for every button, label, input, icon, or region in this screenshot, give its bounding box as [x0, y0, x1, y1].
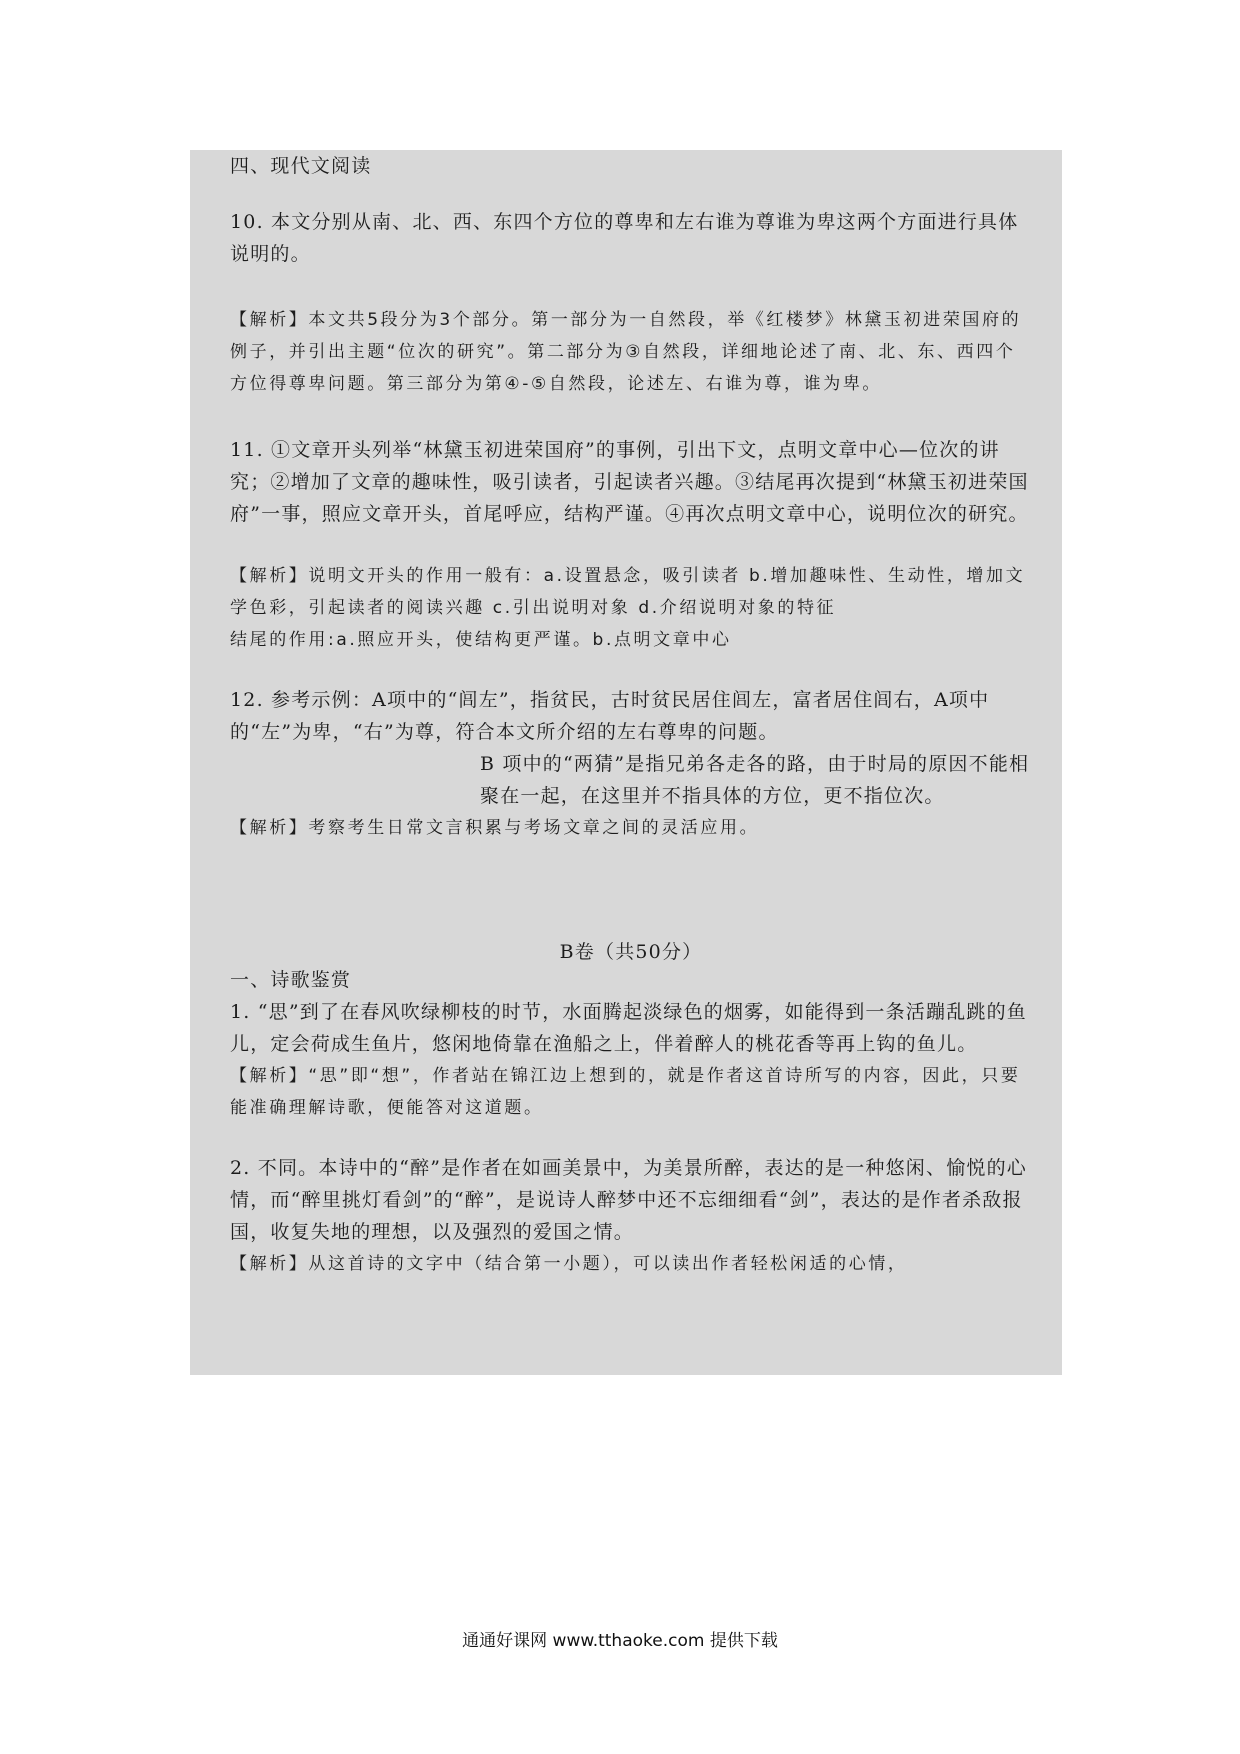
section-b-title: B卷（共50分）: [559, 941, 703, 963]
poem-q1-analysis: 【解析】“思”即“想”，作者站在锦江边上想到的，就是作者这首诗所写的内容，因此，只要能准确理解诗歌，便能答对这道题。: [230, 1066, 1021, 1118]
q12-answer-b: B 项中的“两猜”是指兄弟各走各的路，由于时局的原因不能相聚在一起，在这里并不指具体的方位，更不指位次。: [480, 753, 1030, 807]
q12-analysis: 【解析】考察考生日常文言积累与考场文章之间的灵活应用。: [230, 818, 760, 838]
scanned-page: [190, 150, 1062, 1375]
q11-answer: 11. ①文章开头列举“林黛玉初进荣国府”的事例，引出下文，点明文章中心—位次的讲究；②增加了文章的趣味性，吸引读者，引起读者兴趣。③结尾再次提到“林黛玉初进荣国府”一事，照应文章开头，首尾呼应，结构严谨。④再次点明文章中心，说明位次的研究。: [230, 439, 1029, 525]
q10-analysis: 【解析】本文共5段分为3个部分。第一部分为一自然段，举《红楼梦》林黛玉初进荣国府的例子，并引出主题“位次的研究”。第二部分为③自然段，详细地论述了南、北、东、西四个方位得尊卑问题。第三部分为第④-⑤自然段，论述左、右谁为尊，谁为卑。: [230, 310, 1022, 394]
section-heading: 四、现代文阅读: [230, 155, 372, 177]
q11-analysis: 【解析】说明文开头的作用一般有：a.设置悬念，吸引读者 b.增加趣味性、生动性，增加文学色彩，引起读者的阅读兴趣 c.引出说明对象 d.介绍说明对象的特征: [230, 566, 1026, 618]
poem-q1-answer: 1. “思”到了在春风吹绿柳枝的时节，水面腾起淡绿色的烟雾，如能得到一条活蹦乱跳的鱼儿，定会荷成生鱼片，悠闲地倚靠在渔船之上，伴着醉人的桃花香等再上钩的鱼儿。: [230, 1001, 1027, 1055]
q11-analysis-ending: 结尾的作用:a.照应开头，使结构更严谨。b.点明文章中心: [230, 630, 732, 650]
q12-answer-a: 12. 参考示例：A项中的“闾左”，指贫民，古时贫民居住闾左，富者居住闾右，A项中的“左”为卑，“右”为尊，符合本文所介绍的左右尊卑的问题。: [230, 689, 990, 743]
poem-q2-analysis: 【解析】从这首诗的文字中（结合第一小题），可以读出作者轻松闲适的心情，: [230, 1254, 908, 1274]
download-footer: 通通好课网 www.tthaoke.com 提供下载: [462, 1631, 778, 1651]
poem-q2-answer: 2. 不同。本诗中的“醉”是作者在如画美景中，为美景所醉，表达的是一种悠闲、愉悦的心情，而“醉里挑灯看剑”的“醉”，是说诗人醉梦中还不忘细细看“剑”，表达的是作者杀敌报国，收复失地的理想，以及强烈的爱国之情。: [230, 1157, 1027, 1243]
q10-answer: 10. 本文分别从南、北、西、东四个方位的尊卑和左右谁为尊谁为卑这两个方面进行具体说明的。: [230, 211, 1019, 265]
poetry-heading: 一、诗歌鉴赏: [230, 969, 352, 991]
